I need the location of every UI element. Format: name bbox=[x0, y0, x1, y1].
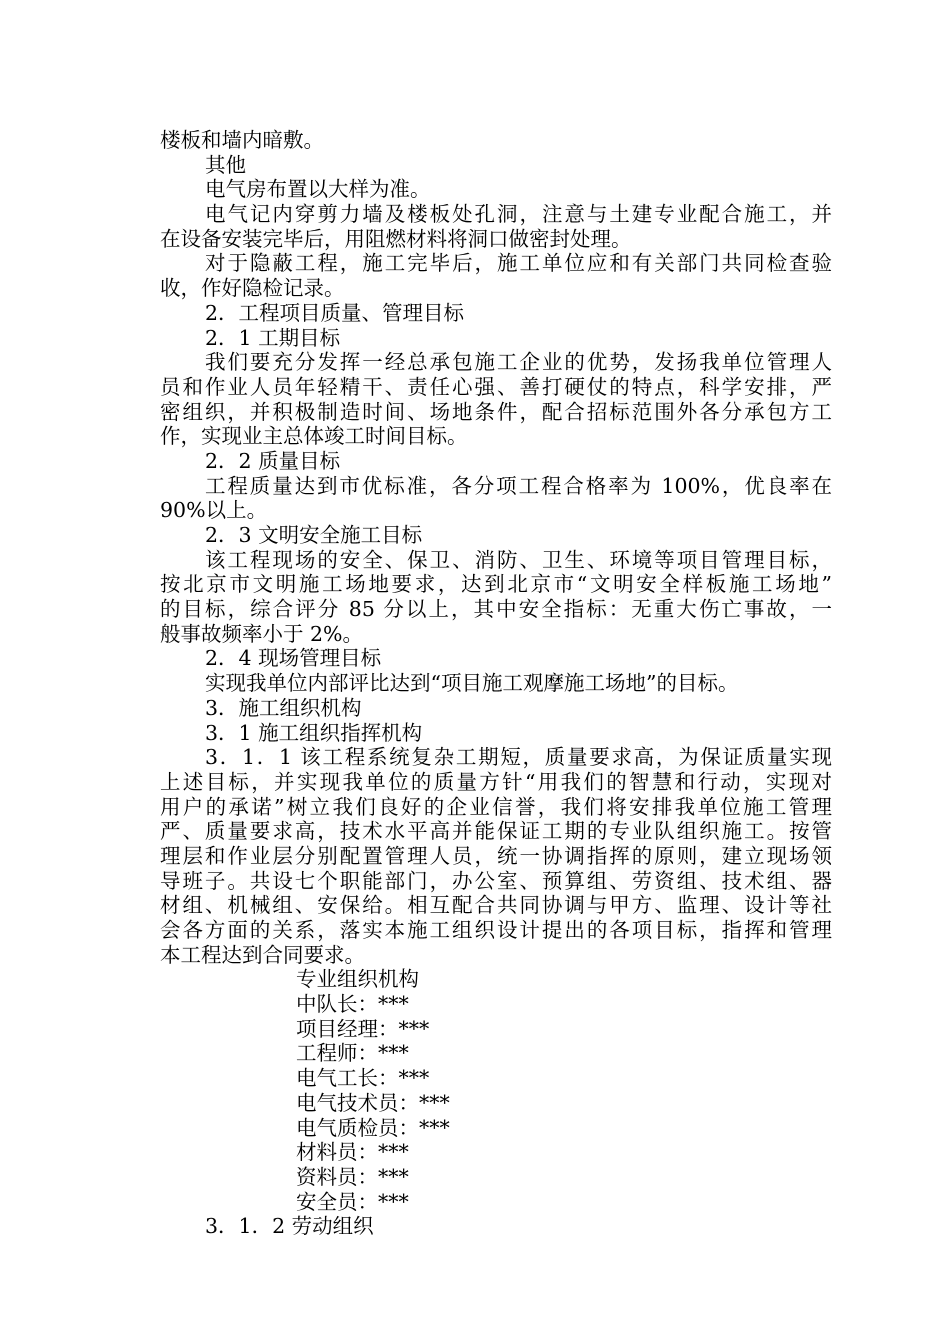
org-member: 工程师：*** bbox=[296, 1041, 409, 1066]
document-body bbox=[160, 128, 832, 1239]
body-line: 作，实现业主总体竣工时间目标。 bbox=[160, 424, 468, 449]
org-member: 项目经理：*** bbox=[296, 1016, 430, 1041]
body-line: 90%以上。 bbox=[160, 498, 268, 523]
body-line: 般事故频率小于 2%。 bbox=[160, 621, 364, 646]
org-member: 安全员：*** bbox=[296, 1189, 409, 1214]
body-line: 本工程达到合同要求。 bbox=[160, 942, 365, 967]
body-line: 对于隐蔽工程，施工完毕后，施工单位应和有关部门共同检查验 bbox=[205, 251, 832, 276]
body-line: 用户的承诺”树立我们良好的企业信誉，我们将安排我单位施工管理 bbox=[160, 794, 832, 819]
body-line: 电气房布置以大样为准。 bbox=[205, 177, 431, 202]
org-member: 资料员：*** bbox=[296, 1164, 409, 1189]
subsection-heading: 3．1 施工组织指挥机构 bbox=[205, 720, 423, 745]
subsection-heading: 2．2 质量目标 bbox=[205, 448, 341, 473]
body-line: 在设备安装完毕后，用阻燃材料将洞口做密封处理。 bbox=[160, 226, 632, 251]
org-chart-title: 专业组织机构 bbox=[296, 967, 419, 992]
body-line: 密组织，并积极制造时间、场地条件，配合招标范围外各分承包方工 bbox=[160, 399, 832, 424]
section-heading: 3．施工组织机构 bbox=[205, 695, 362, 720]
org-member: 材料员：*** bbox=[296, 1140, 409, 1165]
body-line: 严、质量要求高，技术水平高并能保证工期的专业队组织施工。按管 bbox=[160, 819, 832, 844]
org-member: 电气工长：*** bbox=[296, 1066, 430, 1091]
body-line: 收，作好隐检记录。 bbox=[160, 276, 345, 301]
body-line: 员和作业人员年轻精干、责任心强、善打硬仗的特点，科学安排，严 bbox=[160, 374, 832, 399]
body-line: 楼板和墙内暗敷。 bbox=[160, 128, 324, 152]
org-member: 中队长：*** bbox=[296, 992, 409, 1017]
body-line: 按北京市文明施工场地要求，达到北京市“文明安全样板施工场地” bbox=[160, 572, 832, 597]
section-heading: 其他 bbox=[205, 152, 246, 177]
org-member: 电气质检员：*** bbox=[296, 1115, 450, 1140]
body-line: 3．1．1 该工程系统复杂工期短，质量要求高，为保证质量实现 bbox=[205, 745, 832, 770]
subsection-heading: 3．1．2 劳动组织 bbox=[205, 1214, 374, 1239]
body-line: 理层和作业层分别配置管理人员，统一协调指挥的原则，建立现场领 bbox=[160, 843, 832, 868]
org-member: 电气技术员：*** bbox=[296, 1090, 450, 1115]
body-line: 会各方面的关系，落实本施工组织设计提出的各项目标，指挥和管理 bbox=[160, 918, 832, 942]
subsection-heading: 2．4 现场管理目标 bbox=[205, 646, 382, 671]
body-line: 上述目标，并实现我单位的质量方针“用我们的智慧和行动，实现对 bbox=[160, 769, 832, 794]
body-line: 我们要充分发挥一经总承包施工企业的优势，发扬我单位管理人 bbox=[205, 350, 832, 375]
body-line: 的目标，综合评分 85 分以上，其中安全指标：无重大伤亡事故，一 bbox=[160, 597, 832, 622]
body-line: 工程质量达到市优标准，各分项工程合格率为 100%，优良率在 bbox=[205, 473, 832, 498]
body-line: 材组、机械组、安保给。相互配合共同协调与甲方、监理、设计等社 bbox=[160, 893, 832, 918]
body-line: 实现我单位内部评比达到“项目施工观摩施工场地”的目标。 bbox=[205, 671, 739, 696]
subsection-heading: 2．1 工期目标 bbox=[205, 325, 341, 350]
body-line: 该工程现场的安全、保卫、消防、卫生、环境等项目管理目标， bbox=[205, 547, 832, 572]
subsection-heading: 2．3 文明安全施工目标 bbox=[205, 523, 423, 547]
section-heading: 2．工程项目质量、管理目标 bbox=[205, 300, 465, 325]
body-line: 电气记内穿剪力墙及楼板处孔洞，注意与土建专业配合施工，并 bbox=[205, 202, 832, 227]
body-line: 导班子。共设七个职能部门，办公室、预算组、劳资组、技术组、器 bbox=[160, 868, 832, 893]
